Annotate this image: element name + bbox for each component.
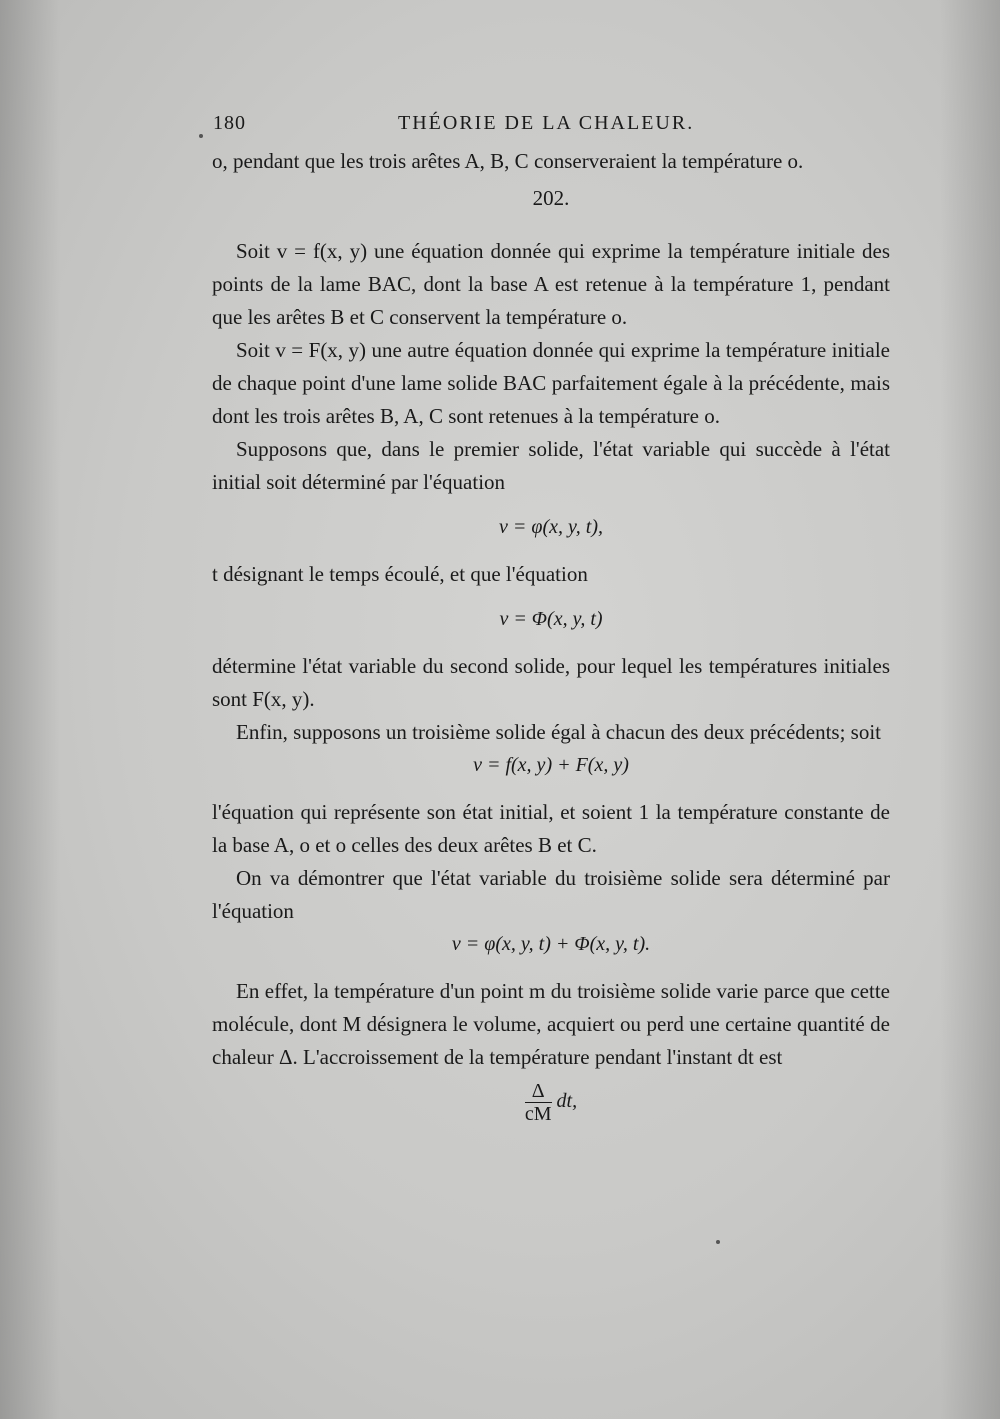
paragraph: Soit v = f(x, y) une équation donnée qui exprime la température initiale des points de la lame BAC, dont la base A est retenue à la température 1, pendant que les arêtes B et C conservent la température o. [212, 239, 890, 329]
section-number: 202. [532, 186, 570, 210]
paragraph: détermine l'état variable du second solide, pour lequel les températures initiales sont F(x, y). [212, 654, 890, 711]
paragraph: Supposons que, dans le premier solide, l'état variable qui succède à l'état initial soit déterminé par l'équation [212, 437, 890, 494]
fraction-numerator: Δ [525, 1080, 552, 1103]
equation: v = φ(x, y, t), [499, 516, 603, 538]
body-text [212, 145, 890, 1125]
equation: v = Φ(x, y, t) [499, 608, 603, 630]
paragraph: En effet, la température d'un point m du troisième solide varie parce que cette molécule, dont M désignera le volume, acquiert ou perd une certaine quantité de chaleur Δ. L'accroissement de la température pendant l'instant dt est [212, 979, 890, 1069]
fraction [525, 1080, 552, 1125]
right-edge-shadow [940, 0, 1000, 1419]
paragraph-continuation: o, pendant que les trois arêtes A, B, C conserveraient la température o. [212, 149, 804, 173]
running-title: THÉORIE DE LA CHALEUR. [398, 112, 695, 134]
equation: v = f(x, y) + F(x, y) [473, 754, 629, 776]
fraction-expression [212, 1080, 890, 1125]
equation: v = φ(x, y, t) + Φ(x, y, t). [451, 933, 651, 955]
paragraph: Enfin, supposons un troisième solide égal à chacun des deux précédents; soit [236, 720, 882, 744]
ink-speck [199, 134, 203, 138]
fraction-denominator: cM [524, 1103, 552, 1125]
ink-speck [716, 1240, 720, 1244]
paragraph: t désignant le temps écoulé, et que l'équation [212, 562, 588, 586]
fraction-tail: dt, [556, 1090, 578, 1113]
page-number: 180 [213, 112, 246, 134]
paragraph: On va démontrer que l'état variable du troisième solide sera déterminé par l'équation [212, 866, 890, 923]
paragraph: l'équation qui représente son état initial, et soient 1 la température constante de la base A, o et o celles des deux arêtes B et C. [212, 800, 890, 857]
paragraph: Soit v = F(x, y) une autre équation donnée qui exprime la température initiale de chaque point d'une lame solide BAC parfaitement égale à la précédente, mais dont les trois arêtes B, A, C sont retenues à la température o. [212, 338, 890, 428]
left-edge-shadow [0, 0, 60, 1419]
running-head [213, 112, 888, 142]
